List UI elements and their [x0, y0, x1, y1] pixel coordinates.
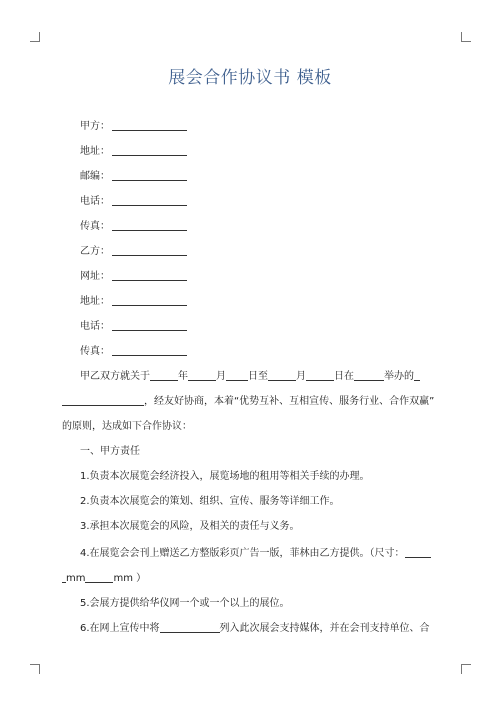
field-address-a [80, 142, 187, 157]
intro-line-1 [80, 367, 420, 382]
unit-text: mm [66, 573, 86, 584]
field-label: 甲方： [80, 121, 110, 132]
list-item [80, 619, 430, 634]
blank-line[interactable] [112, 170, 187, 181]
crop-mark-bottom-right [461, 664, 471, 674]
list-item-continuation [62, 569, 146, 584]
item-text: 列入此次展会支持媒体，并在会刊支持单位、合 [219, 623, 430, 634]
field-party-a [80, 117, 187, 132]
intro-text: 月 [296, 371, 306, 382]
blank-line[interactable] [112, 270, 187, 281]
field-website-b [80, 267, 187, 282]
blank-line[interactable] [112, 245, 187, 256]
blank-line[interactable] [306, 370, 334, 381]
field-address-b [80, 292, 187, 307]
blank-line[interactable] [85, 572, 113, 583]
blank-line[interactable] [112, 120, 187, 131]
field-party-b [80, 242, 187, 257]
item-text: 6.在网上宣传中将 [80, 623, 160, 634]
blank-line[interactable] [62, 395, 144, 406]
blank-line[interactable] [188, 370, 216, 381]
intro-line-3: 的原则，达成如下合作协议： [62, 421, 192, 432]
field-label: 地址： [80, 146, 110, 157]
blank-line[interactable] [160, 622, 220, 633]
section-heading: 一、甲方责任 [80, 446, 140, 457]
crop-mark-top-right [461, 32, 471, 42]
list-item [80, 544, 431, 559]
blank-line[interactable] [405, 547, 431, 558]
list-item: 3.承担本次展览会的风险，及相关的责任与义务。 [80, 521, 300, 532]
blank-line[interactable] [112, 320, 187, 331]
blank-line[interactable] [112, 295, 187, 306]
blank-line[interactable] [112, 195, 187, 206]
blank-line[interactable] [150, 370, 178, 381]
intro-text: 日至 [248, 371, 268, 382]
intro-text: 举办的 [384, 371, 414, 382]
intro-text: 年 [178, 371, 188, 382]
intro-text: 日在 [334, 371, 354, 382]
blank-line[interactable] [414, 370, 420, 381]
crop-mark-bottom-left [30, 664, 40, 674]
item-text: 4.在展览会会刊上赠送乙方整版彩页广告一版，菲林由乙方提供。（尺寸： [80, 548, 405, 559]
field-label: 网址： [80, 271, 110, 282]
crop-mark-top-left [30, 32, 40, 42]
blank-line[interactable] [354, 370, 384, 381]
intro-text: 甲乙双方就关于 [80, 371, 150, 382]
intro-text: ，经友好协商，本着“优势互补、互相宣传、服务行业、合作双赢” [144, 396, 435, 407]
field-fax-b [80, 342, 187, 357]
blank-line[interactable] [226, 370, 248, 381]
field-label: 传真： [80, 221, 110, 232]
field-phone-b [80, 317, 187, 332]
field-postcode-a [80, 167, 187, 182]
list-item: 2.负责本次展览会的策划、组织、宣传、服务等详细工作。 [80, 496, 340, 507]
intro-line-2 [62, 392, 434, 407]
field-label: 乙方： [80, 246, 110, 257]
field-label: 邮编： [80, 171, 110, 182]
item-text: ） [136, 573, 147, 584]
unit-text: mm [113, 573, 133, 584]
field-label: 地址： [80, 296, 110, 307]
blank-line[interactable] [112, 145, 187, 156]
list-item: 1.负责本次展览会经济投入，展览场地的租用等相关手续的办理。 [80, 471, 370, 482]
field-label: 电话： [80, 196, 110, 207]
field-fax-a [80, 217, 187, 232]
list-item: 5.会展方提供给华仪网一个或一个以上的展位。 [80, 598, 290, 609]
field-label: 传真： [80, 346, 110, 357]
blank-line[interactable] [112, 345, 187, 356]
intro-text: 月 [216, 371, 226, 382]
blank-line[interactable] [268, 370, 296, 381]
field-phone-a [80, 192, 187, 207]
document-title: 展会合作协议书 模板 [168, 68, 332, 88]
blank-line[interactable] [112, 220, 187, 231]
field-label: 电话： [80, 321, 110, 332]
